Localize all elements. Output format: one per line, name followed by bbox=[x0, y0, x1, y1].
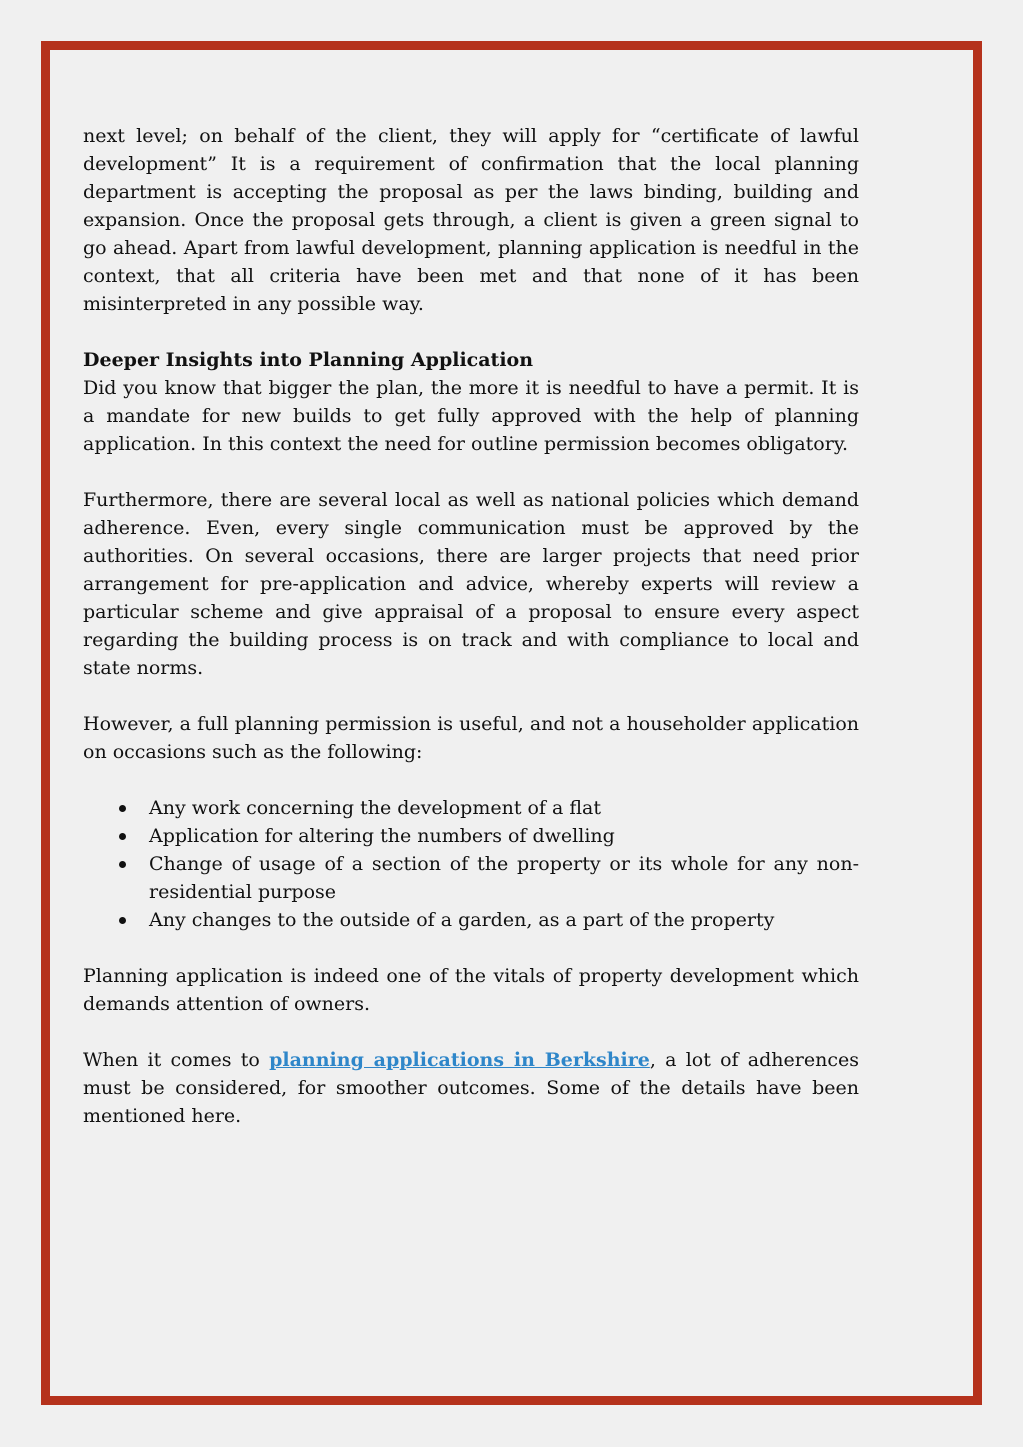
closing-suffix: , a lot of adherences must be considered, for smoother outcomes. Some of the details have been mentioned here. bbox=[83, 1049, 859, 1127]
list-item-text: Application for altering the numbers of dwelling bbox=[149, 825, 615, 847]
list-item bbox=[149, 906, 859, 934]
permit-paragraph: Did you know that bigger the plan, the more it is needful to have a permit. It is a mandate for new builds to get fully approved with the help of planning application. In this context the need for outline permission becomes obligatory. bbox=[83, 377, 859, 455]
closing-prefix: When it comes to bbox=[83, 1049, 270, 1071]
bullet-icon bbox=[119, 861, 126, 868]
bullet-icon bbox=[119, 917, 126, 924]
intro-paragraph: next level; on behalf of the client, they will apply for “certificate of lawful development” It is a requirement of confirmation that the local planning department is accepting the proposal as per the laws binding, building and expansion. Once the proposal gets through, a client is given a green signal to go ahead. Apart from lawful development, planning application is needful in the context, that all criteria have been met and that none of it has been misinterpreted in any possible way. bbox=[83, 125, 859, 315]
list-item-text: Change of usage of a section of the property or its whole for any non-residential purpose bbox=[149, 853, 859, 903]
full-permission-paragraph: However, a full planning permission is useful, and not a householder application on occasions such as the following: bbox=[83, 713, 859, 763]
vitals-paragraph: Planning application is indeed one of the vitals of property development which demands attention of owners. bbox=[83, 965, 859, 1015]
section-heading: Deeper Insights into Planning Application bbox=[83, 349, 534, 371]
occasions-list bbox=[83, 794, 859, 934]
list-item-text: Any work concerning the development of a flat bbox=[149, 797, 602, 819]
list-item bbox=[149, 794, 859, 822]
bullet-icon bbox=[119, 805, 126, 812]
bullet-icon bbox=[119, 833, 126, 840]
list-item bbox=[149, 822, 859, 850]
document-body bbox=[83, 122, 859, 1130]
list-item bbox=[149, 850, 859, 906]
list-item-text: Any changes to the outside of a garden, as a part of the property bbox=[149, 909, 775, 931]
berkshire-planning-link[interactable]: planning applications in Berkshire bbox=[269, 1049, 650, 1071]
policies-paragraph: Furthermore, there are several local as well as national policies which demand adherence. Even, every single communication must be approved by the authorities. On several occasions, there are larger projects that need prior arrangement for pre-application and advice, whereby experts will review a particular scheme and give appraisal of a proposal to ensure every aspect regarding the building process is on track and with compliance to local and state norms. bbox=[83, 489, 859, 679]
closing-paragraph bbox=[83, 1046, 859, 1130]
